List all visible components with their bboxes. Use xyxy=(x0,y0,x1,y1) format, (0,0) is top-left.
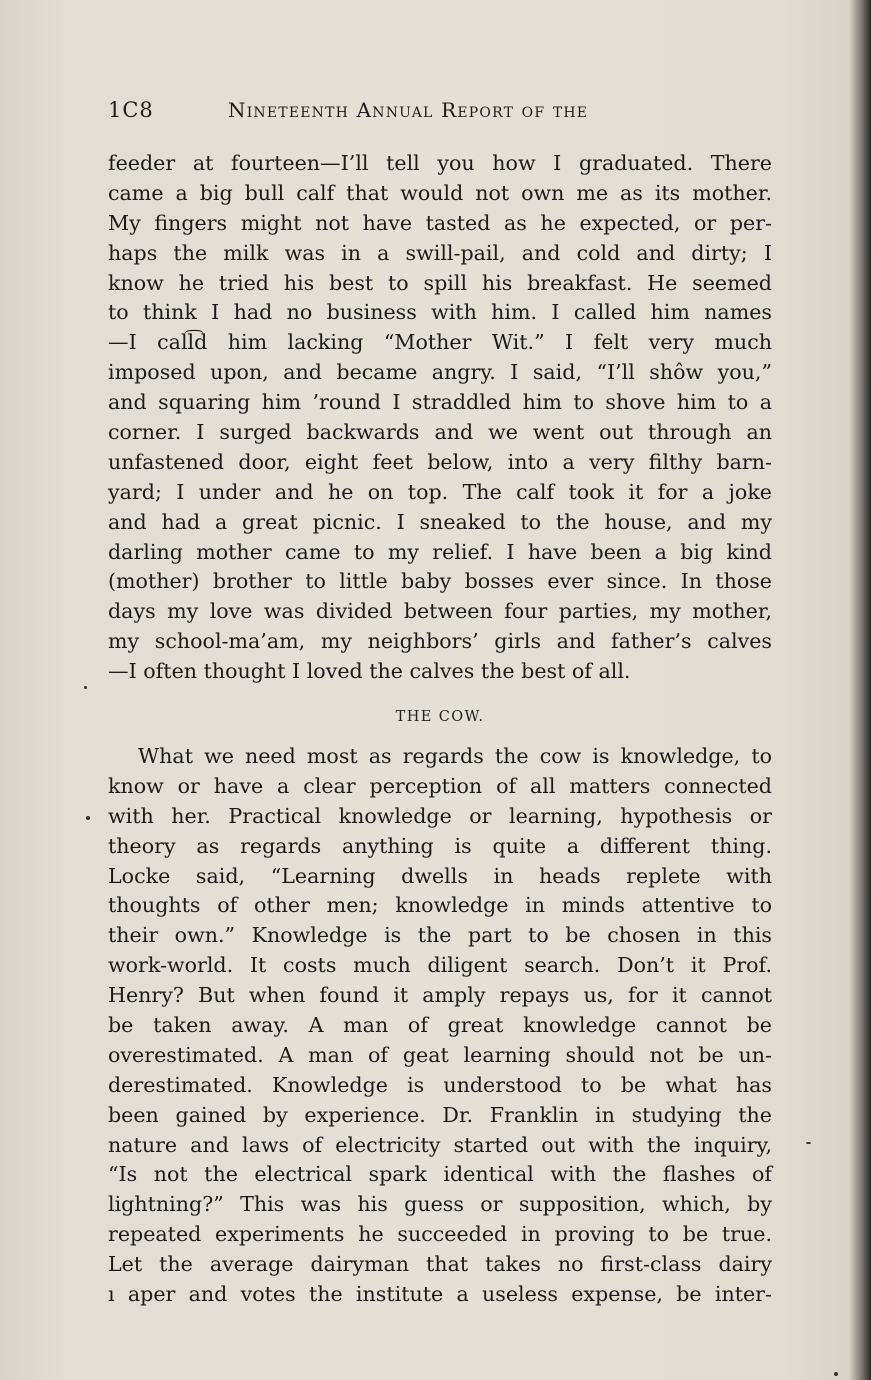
text-line: ı aper and votes the institute a useless expense, be inter- xyxy=(108,1282,772,1307)
text-line: overestimated. A man of geat learning should not be un- xyxy=(108,1042,772,1067)
text-line: nature and laws of electricity started out with the inquiry, xyxy=(108,1132,772,1157)
text-line: be taken away. A man of great knowledge cannot be xyxy=(108,1013,772,1038)
text-line: feeder at fourteen—I’ll tell you how I graduated. There xyxy=(108,151,772,175)
text-line: work-world. It costs much diligent search. Don’t it Prof. xyxy=(108,953,772,978)
body-text-bottom xyxy=(108,742,772,1310)
text-line: My fingers might not have tasted as he expected, or per- xyxy=(108,210,772,235)
text-line: and squaring him ’round I straddled him to shove him to a xyxy=(108,390,772,415)
page-gutter-shadow xyxy=(849,0,871,1380)
text-line: yard; I under and he on top. The calf took it for a joke xyxy=(108,479,772,504)
text-line: their own.” Knowledge is the part to be chosen in this xyxy=(108,923,772,948)
text-line: lightning?” This was his guess or supposition, which, by xyxy=(108,1192,772,1217)
text-line: (mother) brother to little baby bosses ever since. In those xyxy=(108,569,772,594)
text-line: Henry? But when found it amply repays us, for it cannot xyxy=(108,983,772,1008)
text-line: —I call͡d him lacking “Mother Wit.” I felt very much xyxy=(108,330,772,355)
text-line: know he tried his best to spill his breakfast. He seemed xyxy=(108,270,772,295)
text-line: been gained by experience. Dr. Franklin in studying the xyxy=(108,1102,772,1127)
text-line: haps the milk was in a swill-pail, and cold and dirty; I xyxy=(108,240,772,265)
text-line: know or have a clear perception of all matters connected xyxy=(108,773,772,798)
text-line: thoughts of other men; knowledge in minds attentive to xyxy=(108,893,772,918)
page-number: 1C8 xyxy=(108,98,154,122)
body-text-top xyxy=(108,149,772,687)
text-line: days my love was divided between four parties, my mother, xyxy=(108,599,772,624)
text-line: What we need most as regards the cow is knowledge, to xyxy=(138,744,772,768)
paper-speck xyxy=(84,686,87,689)
running-title: Nineteenth Annual Report of the xyxy=(228,98,589,122)
page-header xyxy=(108,98,768,128)
text-line: Let the average dairyman that takes no first-class dairy xyxy=(108,1252,772,1277)
text-line: imposed upon, and became angry. I said, “I’ll shôw you,” xyxy=(108,360,772,385)
paper-speck xyxy=(806,1142,811,1144)
text-line: —I often thought I loved the calves the best of all. xyxy=(108,659,631,684)
text-line: “Is not the electrical spark identical with the flashes of xyxy=(108,1162,772,1187)
text-line: Locke said, “Learning dwells in heads replete with xyxy=(108,863,772,888)
text-line: and had a great picnic. I sneaked to the house, and my xyxy=(108,509,772,534)
text-line: corner. I surged backwards and we went out through an xyxy=(108,420,772,445)
text-line: with her. Practical knowledge or learning, hypothesis or xyxy=(108,803,772,828)
text-line: unfastened door, eight feet below, into a very filthy barn- xyxy=(108,449,772,474)
text-line: came a big bull calf that would not own me as its mother. xyxy=(108,180,772,205)
text-line: derestimated. Knowledge is understood to be what has xyxy=(108,1072,772,1097)
text-line: my school-ma’am, my neighbors’ girls and father’s calves xyxy=(108,629,772,654)
text-line: repeated experiments he succeeded in proving to be true. xyxy=(108,1222,772,1247)
text-line: to think I had no business with him. I called him names xyxy=(108,300,772,325)
text-line: darling mother came to my relief. I have been a big kind xyxy=(108,539,772,564)
text-line: theory as regards anything is quite a different thing. xyxy=(108,833,772,858)
paper-speck xyxy=(834,1372,838,1376)
paper-speck xyxy=(86,816,90,820)
section-heading: THE COW. xyxy=(395,709,485,725)
